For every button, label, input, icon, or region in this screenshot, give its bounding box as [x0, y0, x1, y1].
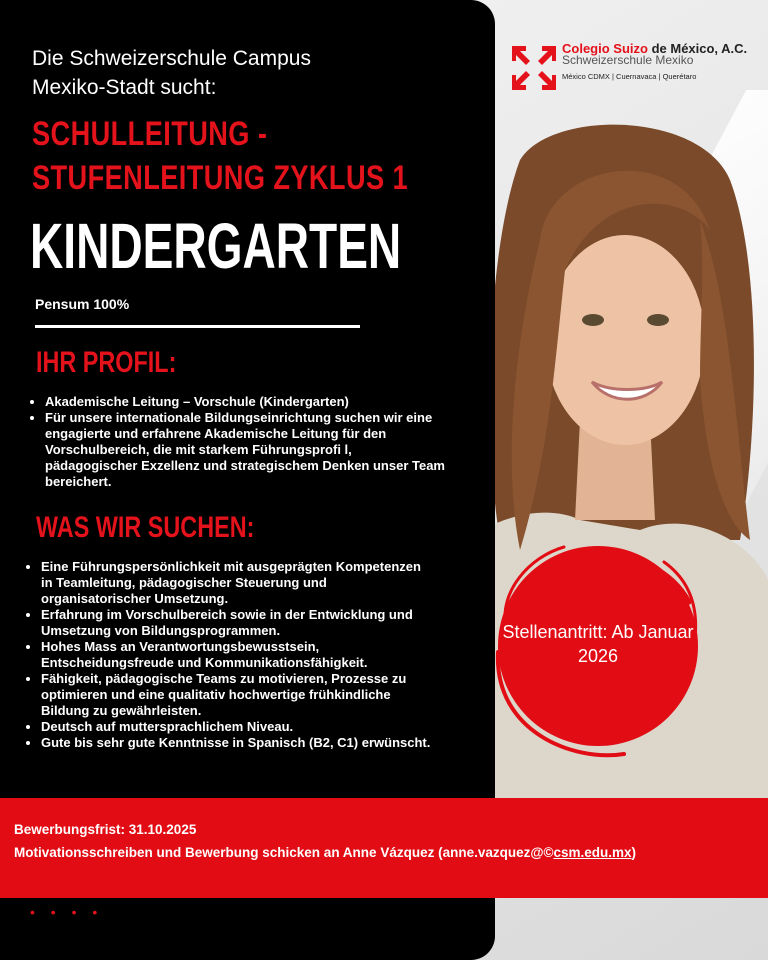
logo-name-red: Colegio Suizo: [562, 41, 648, 56]
intro-text: [32, 44, 311, 102]
list-item: • Erfahrung im Vorschulbereich sowie in der Entwicklung und Umsetzung von Bildungsprogrammen.: [41, 607, 436, 639]
list-item: • Hohes Mass an Verantwortungsbewusstsein, Entscheidungsfreude und Kommunikationsfähigkeit.: [41, 639, 436, 671]
requirements-heading: WAS WIR SUCHEN:: [36, 511, 255, 544]
list-item: • Für unsere internationale Bildungseinrichtung suchen wir eine engagierte und erfahrene Akademische Leitung für den Vorschulbereich, die mit starkem Führungsprofi l, pädagogischer Exzellenz und strategischem Denken unser Team bereichert.: [45, 410, 445, 490]
list-item: • Gute bis sehr gute Kenntnisse in Spanisch (B2, C1) erwünscht.: [41, 735, 436, 751]
contact-suffix: ): [631, 845, 637, 860]
start-date-text: Stellenantritt: Ab Januar 2026: [502, 622, 694, 666]
main-title: KINDERGARTEN: [30, 210, 402, 282]
intro-line-1: Die Schweizerschule Campus: [32, 47, 311, 70]
list-item: • Akademische Leitung – Vorschule (Kindergarten): [45, 394, 445, 410]
profile-list: [32, 394, 445, 490]
logo-locations: México CDMX | Cuernavaca | Querétaro: [562, 72, 697, 81]
footer-bar: [0, 798, 768, 898]
email-link[interactable]: csm.edu.mx: [553, 845, 632, 860]
list-item: • Deutsch auf muttersprachlichem Niveau.: [41, 719, 436, 735]
decorative-dots: • • • •: [30, 904, 104, 920]
list-item: • Eine Führungspersönlichkeit mit ausgeprägten Kompetenzen in Teamleitung, pädagogischer Steuerung und organisatorischer Umsetzung.: [41, 559, 436, 607]
requirements-list: [28, 559, 436, 751]
position-title: [32, 112, 408, 200]
contact-text: [14, 845, 636, 860]
title-line-1: SCHULLEITUNG -: [32, 115, 268, 153]
workload-text: Pensum 100%: [35, 296, 130, 312]
title-line-2: STUFENLEITUNG ZYKLUS 1: [32, 159, 409, 197]
list-item: • Fähigkeit, pädagogische Teams zu motivieren, Prozesse zu optimieren und eine qualitativ hochwertige frühkindliche Bildung zu gewährleisten.: [41, 671, 436, 719]
logo-name-dark: de México, A.C.: [651, 41, 748, 56]
deadline-text: Bewerbungsfrist: 31.10.2025: [14, 822, 197, 837]
divider-line: [35, 325, 360, 328]
intro-line-2: Mexiko-Stadt sucht:: [32, 76, 217, 99]
logo-subname: Schweizerschule Mexiko: [562, 53, 694, 67]
school-logo-icon: [510, 44, 558, 92]
contact-prefix: Motivationsschreiben und Bewerbung schicken an Anne Vázquez (anne.vazquez@©: [14, 845, 554, 860]
profile-heading: IHR PROFIL:: [36, 346, 177, 379]
